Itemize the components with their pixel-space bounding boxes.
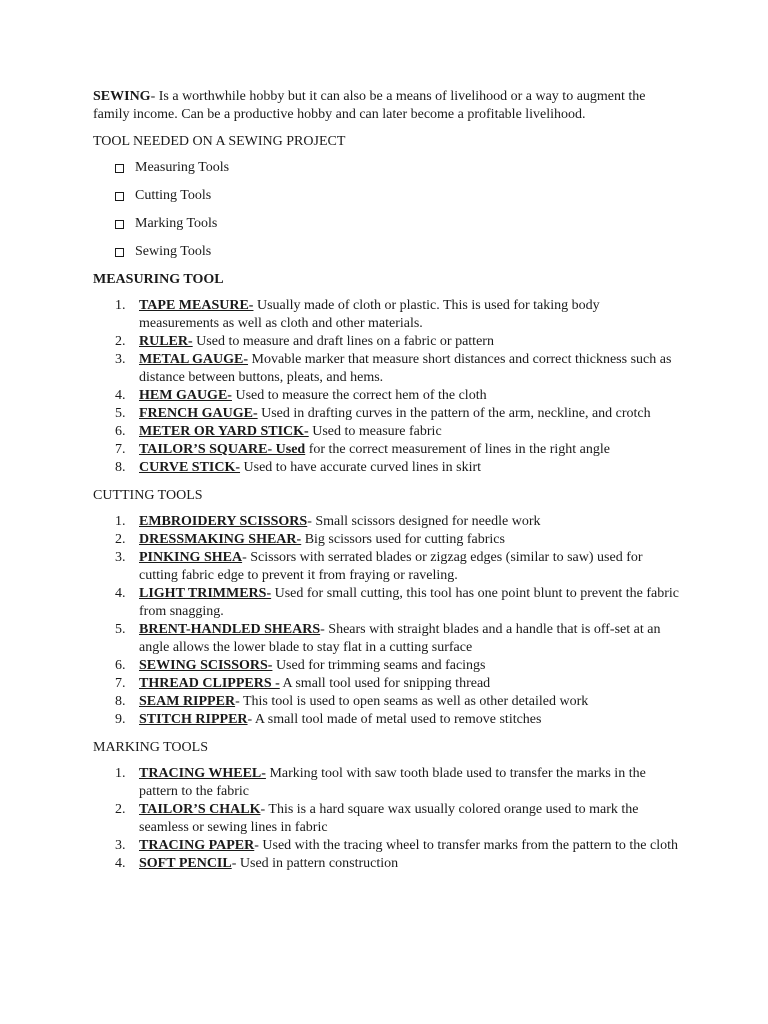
list-item: [115, 215, 683, 233]
item-term: STITCH RIPPER: [139, 712, 248, 727]
tools-checklist: [115, 159, 683, 261]
list-item: [93, 351, 683, 387]
checkbox-icon: [115, 164, 124, 173]
item-number: 8.: [115, 694, 126, 709]
list-item: [93, 513, 683, 531]
item-term: CURVE STICK-: [139, 460, 241, 475]
item-number: 1.: [115, 298, 126, 313]
list-item: [93, 693, 683, 711]
item-number: 5.: [115, 622, 126, 637]
item-number: 4.: [115, 388, 126, 403]
list-item: [93, 621, 683, 657]
item-term: LIGHT TRIMMERS-: [139, 586, 272, 601]
tools-heading: TOOL NEEDED ON A SEWING PROJECT: [93, 134, 346, 149]
marking-list: [93, 765, 683, 873]
item-term: FRENCH GAUGE-: [139, 406, 258, 421]
measuring-heading: MEASURING TOOL: [93, 272, 224, 287]
intro-term: SEWING: [93, 89, 151, 104]
item-description: Used to measure and draft lines on a fabric or pattern: [192, 334, 494, 349]
item-term: HEM GAUGE-: [139, 388, 232, 403]
list-item: [93, 585, 683, 621]
item-term: SOFT PENCIL: [139, 856, 232, 871]
intro-paragraph: [93, 88, 683, 124]
item-term: THREAD CLIPPERS -: [139, 676, 280, 691]
item-term: METAL GAUGE-: [139, 352, 249, 367]
item-description: Used in drafting curves in the pattern of the arm, neckline, and crotch: [257, 406, 651, 421]
item-number: 7.: [115, 442, 126, 457]
list-item: [93, 531, 683, 549]
list-item: [93, 675, 683, 693]
list-item: [93, 333, 683, 351]
list-item: [93, 549, 683, 585]
item-term: SEWING SCISSORS-: [139, 658, 273, 673]
marking-heading: MARKING TOOLS: [93, 740, 208, 755]
item-term: RULER-: [139, 334, 193, 349]
item-description: Used to have accurate curved lines in skirt: [240, 460, 482, 475]
item-description: Used for small cutting, this tool has one point blunt to prevent the fabric from snagging.: [139, 586, 679, 619]
document-page: [93, 88, 683, 883]
item-number: 3.: [115, 838, 126, 853]
item-description: Marking tool with saw tooth blade used to transfer the marks in the pattern to the fabric: [139, 766, 646, 799]
list-item: [115, 187, 683, 205]
item-term: TAILOR’S SQUARE- Used: [139, 442, 306, 457]
item-description: - Used in pattern construction: [231, 856, 399, 871]
item-description: - This is a hard square wax usually colored orange used to mark the seamless or sewing lines in fabric: [139, 802, 639, 835]
list-item: [93, 441, 683, 459]
item-term: DRESSMAKING SHEAR-: [139, 532, 302, 547]
item-description: Usually made of cloth or plastic. This is used for taking body measurements as well as cloth and other materials.: [139, 298, 600, 331]
item-term: SEAM RIPPER: [139, 694, 236, 709]
item-number: 9.: [115, 712, 126, 727]
list-item: [93, 423, 683, 441]
item-description: A small tool used for snipping thread: [279, 676, 491, 691]
item-number: 2.: [115, 334, 126, 349]
list-item: [93, 405, 683, 423]
item-number: 2.: [115, 532, 126, 547]
list-item: [93, 711, 683, 729]
list-item-label: Marking Tools: [135, 216, 218, 231]
item-description: - This tool is used to open seams as well as other detailed work: [235, 694, 589, 709]
item-description: Used to measure the correct hem of the cloth: [231, 388, 487, 403]
item-number: 8.: [115, 460, 126, 475]
list-item-label: Sewing Tools: [135, 244, 212, 259]
list-item: [93, 657, 683, 675]
cutting-heading: CUTTING TOOLS: [93, 488, 203, 503]
list-item: [93, 855, 683, 873]
list-item: [93, 459, 683, 477]
list-item: [93, 837, 683, 855]
item-description: Used to measure fabric: [308, 424, 442, 439]
item-description: for the correct measurement of lines in the right angle: [305, 442, 610, 457]
item-number: 3.: [115, 550, 126, 565]
item-number: 3.: [115, 352, 126, 367]
item-description: Used for trimming seams and facings: [272, 658, 486, 673]
item-description: - A small tool made of metal used to remove stitches: [247, 712, 542, 727]
item-term: TRACING PAPER: [139, 838, 255, 853]
item-description: - Shears with straight blades and a handle that is off-set at an angle allows the lower blade to stay flat in a cutting surface: [139, 622, 661, 655]
item-term: TAPE MEASURE-: [139, 298, 254, 313]
item-number: 1.: [115, 766, 126, 781]
item-number: 2.: [115, 802, 126, 817]
item-term: TAILOR’S CHALK: [139, 802, 261, 817]
item-number: 6.: [115, 658, 126, 673]
item-number: 4.: [115, 586, 126, 601]
item-term: TRACING WHEEL-: [139, 766, 266, 781]
checkbox-icon: [115, 220, 124, 229]
checkbox-icon: [115, 248, 124, 257]
list-item: [93, 297, 683, 333]
item-description: - Scissors with serrated blades or zigzag edges (similar to saw) used for cutting fabric edge to prevent it from fraying or raveling.: [139, 550, 643, 583]
list-item-label: Measuring Tools: [135, 160, 230, 175]
list-item: [115, 159, 683, 177]
item-description: - Small scissors designed for needle work: [307, 514, 541, 529]
item-number: 4.: [115, 856, 126, 871]
intro-text: - Is a worthwhile hobby but it can also be a means of livelihood or a way to augment the family income. Can be a productive hobby and can later become a profitable livelihood.: [93, 89, 646, 122]
measuring-list: [93, 297, 683, 477]
item-description: Movable marker that measure short distances and correct thickness such as distance between buttons, pleats, and hems.: [139, 352, 672, 385]
list-item-label: Cutting Tools: [135, 188, 212, 203]
item-number: 1.: [115, 514, 126, 529]
item-term: BRENT-HANDLED SHEARS: [139, 622, 321, 637]
item-number: 7.: [115, 676, 126, 691]
item-term: EMBROIDERY SCISSORS: [139, 514, 308, 529]
list-item: [93, 387, 683, 405]
item-number: 6.: [115, 424, 126, 439]
item-term: METER OR YARD STICK-: [139, 424, 309, 439]
item-description: Big scissors used for cutting fabrics: [301, 532, 505, 547]
list-item: [115, 243, 683, 261]
item-number: 5.: [115, 406, 126, 421]
list-item: [93, 765, 683, 801]
item-term: PINKING SHEA: [139, 550, 243, 565]
cutting-list: [93, 513, 683, 729]
checkbox-icon: [115, 192, 124, 201]
list-item: [93, 801, 683, 837]
item-description: - Used with the tracing wheel to transfer marks from the pattern to the cloth: [254, 838, 679, 853]
